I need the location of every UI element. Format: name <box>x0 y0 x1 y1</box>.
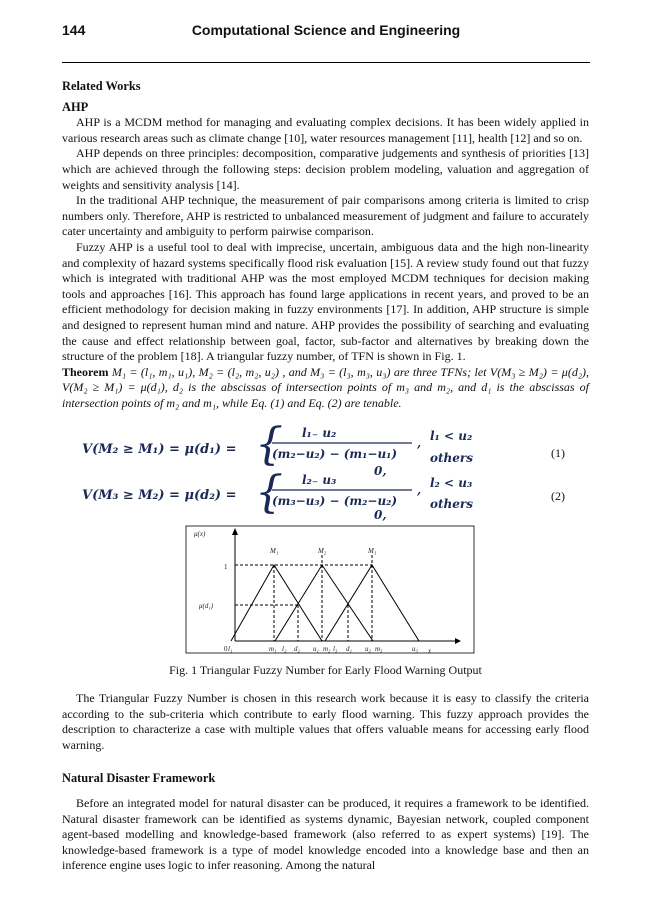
figure-caption: Fig. 1 Triangular Fuzzy Number for Early Flood Warning Output <box>169 663 482 678</box>
section-heading-related-works: Related Works <box>62 79 141 93</box>
curve-label-m3: M₃ <box>368 547 377 556</box>
curve-label-m1: M₁ <box>270 547 279 556</box>
x-axis-arrow <box>455 638 461 644</box>
eq1-brace: { <box>255 419 283 471</box>
eq2-lhs: V(M₃ ≥ M₂) = μ(d₂) = <box>82 488 237 504</box>
eq1-zero: 0, <box>374 464 387 479</box>
eq1-comma: , <box>417 436 422 451</box>
x-tick-u1: u₁ <box>313 645 319 654</box>
eq1-condition-1: l₁ < u₂ <box>430 429 473 444</box>
y-axis-arrow <box>232 528 238 535</box>
paragraph-ndf: Before an integrated model for natural disaster can be produced, it requires a framework to be identified. Natural disaster framework can be identified as systems dynamic, Bayesian network, coupled component agent-based modelling and knowledge-based framework (also referred to as expert systems) [19]. The knowledge-based framework is a type of model knowledge encoded into a knowledge base and then an inference engine uses logic to infer reasoning. Among the natural <box>62 796 589 873</box>
eq2-number: (2) <box>551 489 565 504</box>
paragraph-tfn: The Triangular Fuzzy Number is chosen in this research work because it is easy to classify the criteria according to the sub-criteria which contribute to early flood warning. This fuzzy approach provides the description to characterize a case with multiple values that offers valuable means for accessing early flood warning. <box>62 691 589 752</box>
eq2-zero: 0, <box>374 508 387 522</box>
subsection-heading-ahp: AHP <box>62 99 89 114</box>
equations-block <box>62 413 589 521</box>
eq1-number: (1) <box>551 446 565 461</box>
paragraph-ahp-2: AHP depends on three principles: decomposition, comparative judgements and synthesis of priorities [13] which are achieved through the following steps: decision problem modeling, valuation and aggregation of weights and sensitivity analysis [14]. <box>62 146 589 192</box>
figure-frame <box>186 526 474 656</box>
curve-label-m2: M₂ <box>318 547 327 556</box>
page-header <box>62 22 590 42</box>
theorem-statement <box>62 365 589 412</box>
x-tick-u3: u₃ <box>412 645 418 654</box>
y-tick-one: 1 <box>224 563 228 572</box>
x-tick-l1: l₁ <box>228 645 233 654</box>
theorem-label: Theorem <box>62 364 109 379</box>
x-tick-m1: m₁ <box>269 645 277 654</box>
triangle-m2 <box>275 565 373 641</box>
theorem-text: M₁ = (l₁, m₁, u₁), M₂ = (l₂, m₂, u₂) , and M₃ = (l₃, m₃, u₃) are three TFNs; let V(M₃ ≥ M₂) = μ(d₂), V(M₂ ≥ M₁) = μ(d₁), d₂ is the abscissas of intersection points of m₃ and m₂, and d₁ is the abscissas of intersection points of m₂ and m₁, while Eq. (1) and Eq. (2) are tenable. <box>62 364 589 410</box>
x-tick-l2: l₂ <box>282 645 287 654</box>
paragraph-ahp-4: Fuzzy AHP is a useful tool to deal with imprecise, uncertain, ambiguous data and the high non-linearity and complexity of hazard systems specifically flood risk evaluation [15]. A review study found out that fuzzy which is integrated with traditional AHP was the most employed MCDM techniques for decision making tools and approaches [16]. This approach has found large applications in recent years, and proved to be an efficient methodology for decision making in fuzzy environments [17]. In addition, AHP structure is simple and designed to represent human mind and nature. AHP provides the possibility of searching and evaluating the cause and effect relationship between goal, factor, sub-factor and alternatives by breaking down the structure of the problem [18]. A triangular fuzzy number, of TFN is shown in Fig. 1. <box>62 239 589 364</box>
x-tick-l3: l₃ <box>333 645 338 654</box>
header-rule <box>62 62 590 63</box>
triangle-m1 <box>231 565 322 641</box>
x-tick-u2: u₂ <box>365 645 371 654</box>
eq2-numerator: l₂₋ u₃ <box>302 473 337 488</box>
y-axis-label: μ(x) <box>194 530 206 539</box>
running-title: Computational Science and Engineering <box>191 22 461 38</box>
paragraph-ahp-3: In the traditional AHP technique, the measurement of pair comparisons among criteria is limited to crisp numbers only. Therefore, AHP is restricted to unbalanced measurement of judgment and failure to accurately cater uncertainty and ambiguity to perform pairwise comparison. <box>62 193 589 239</box>
figure-1 <box>62 523 589 663</box>
page-number: 144 <box>62 22 86 38</box>
eq1-denominator: (m₂−u₂) − (m₁−u₁) <box>272 447 398 462</box>
eq1-numerator: l₁₋ u₂ <box>302 426 337 441</box>
x-tick-d1: d₁ <box>346 645 352 654</box>
eq2-condition-2: others <box>430 497 473 512</box>
eq1-lhs: V(M₂ ≥ M₁) = μ(d₁) = <box>82 442 237 458</box>
origin-label: 0 <box>224 645 228 654</box>
x-axis-label: x <box>428 647 432 656</box>
y-tick-mu-d: μ(d₁) <box>199 602 214 611</box>
eq2-condition-1: l₂ < u₃ <box>430 476 473 491</box>
equations-svg <box>62 413 589 521</box>
x-tick-d2: d₂ <box>294 645 300 654</box>
page-body <box>62 77 589 874</box>
x-tick-m2: m₂ <box>323 645 331 654</box>
eq1-condition-2: others <box>430 451 473 466</box>
x-tick-m3: m₃ <box>375 645 383 654</box>
eq2-comma: , <box>417 483 422 498</box>
eq2-brace: { <box>255 467 283 519</box>
paragraph-ahp-1: AHP is a MCDM method for managing and evaluating complex decisions. It has been widely applied in various research areas such as climate change [10], water resources management [11], health [12] and so on. <box>62 115 589 145</box>
section-heading-natural-disaster-framework: Natural Disaster Framework <box>62 771 216 786</box>
tfn-diagram <box>62 523 589 663</box>
eq2-denominator: (m₃−u₃) − (m₂−u₂) <box>272 494 398 509</box>
